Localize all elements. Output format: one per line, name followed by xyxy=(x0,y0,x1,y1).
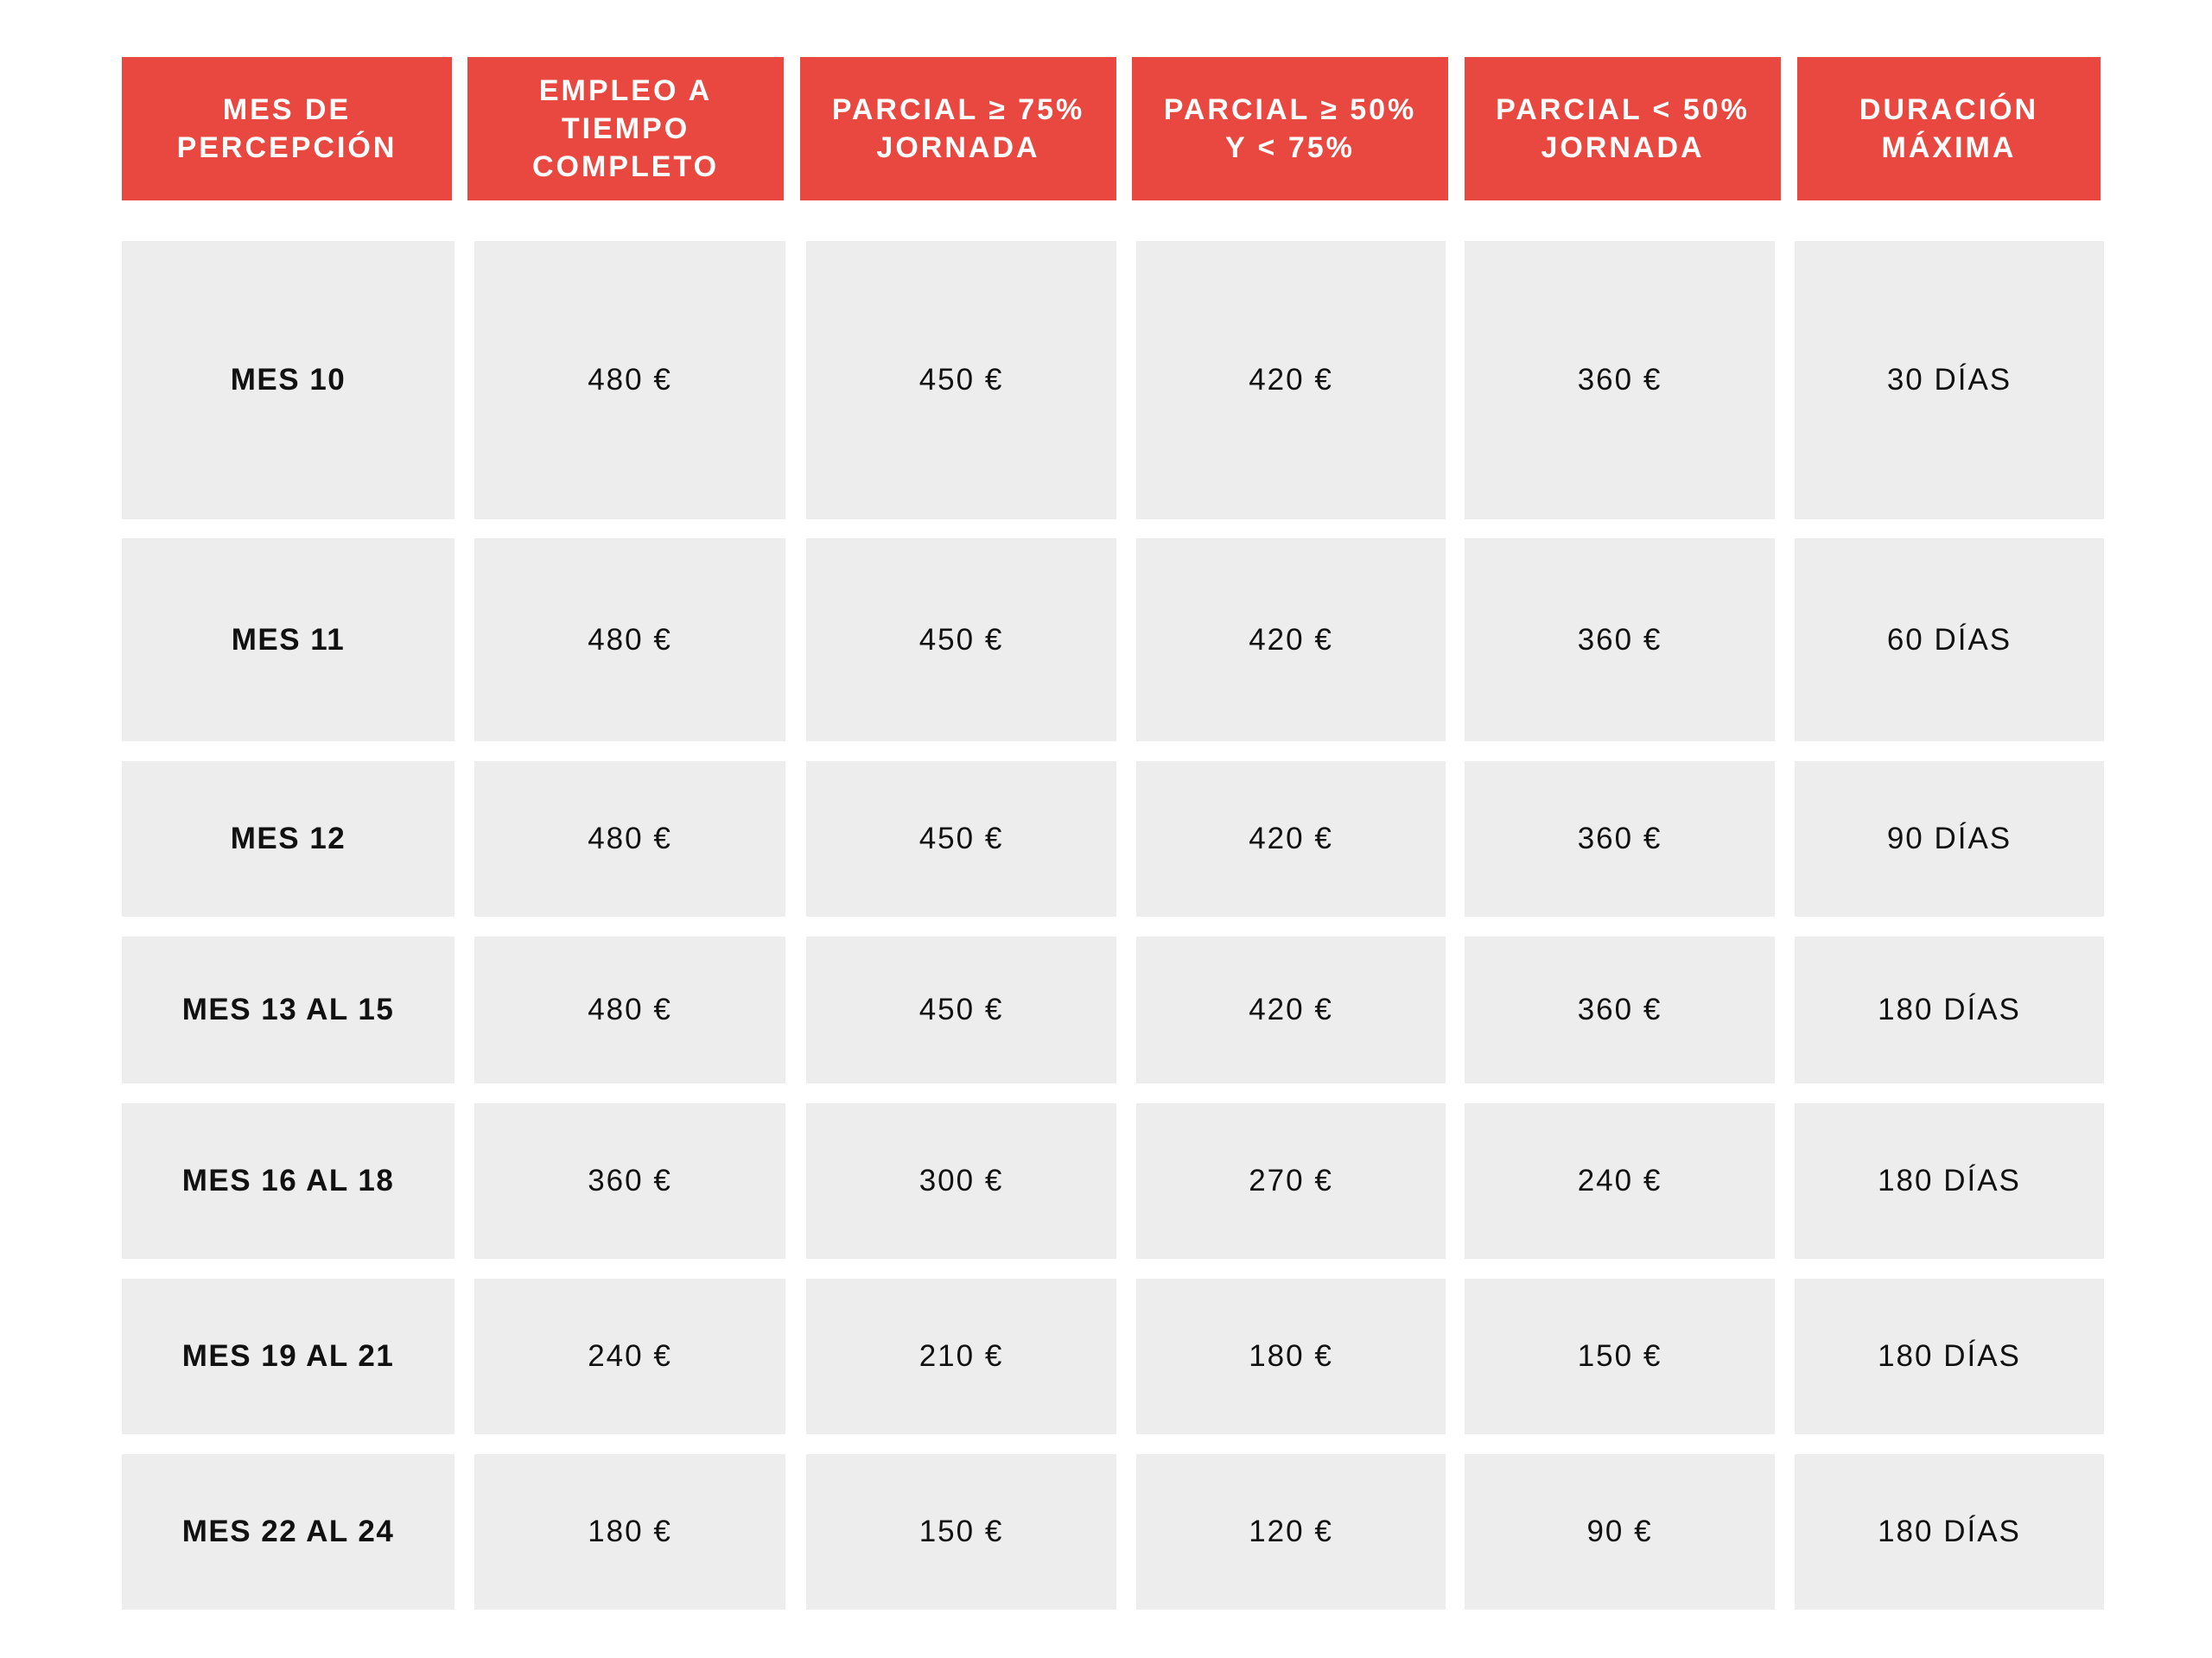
table-cell: 480 € xyxy=(474,761,785,917)
table-cell: 420 € xyxy=(1136,538,1446,741)
table-cell: 90 € xyxy=(1465,1454,1775,1610)
header-parcial-75 xyxy=(800,57,1116,200)
table-cell: 480 € xyxy=(474,241,785,519)
header-label: PARCIAL < 50% JORNADA xyxy=(1496,93,1750,164)
table-cell: 360 € xyxy=(1465,761,1775,917)
table-cell: 450 € xyxy=(806,761,1116,917)
row-label: MES 12 xyxy=(122,761,454,917)
row-label: MES 22 AL 24 xyxy=(122,1454,454,1610)
table-cell: 360 € xyxy=(1465,538,1775,741)
header-label: MES DE PERCEPCIÓN xyxy=(176,93,397,164)
table-cell: 240 € xyxy=(474,1279,785,1434)
table-cell: 180 DÍAS xyxy=(1795,937,2104,1083)
header-label: PARCIAL ≥ 75% JORNADA xyxy=(831,93,1085,164)
table-cell: 240 € xyxy=(1465,1103,1775,1259)
table-cell: 180 € xyxy=(1136,1279,1446,1434)
header-parcial-50 xyxy=(1465,57,1781,200)
table-cell: 180 € xyxy=(474,1454,785,1610)
table-cell: 30 DÍAS xyxy=(1795,241,2104,519)
table-cell: 150 € xyxy=(806,1454,1116,1610)
table-cell: 180 DÍAS xyxy=(1795,1103,2104,1259)
table-cell: 60 DÍAS xyxy=(1795,538,2104,741)
table-cell: 450 € xyxy=(806,241,1116,519)
row-label: MES 13 AL 15 xyxy=(122,937,454,1083)
table-cell: 150 € xyxy=(1465,1279,1775,1434)
table-cell: 420 € xyxy=(1136,761,1446,917)
table-cell: 450 € xyxy=(806,937,1116,1083)
table-cell: 270 € xyxy=(1136,1103,1446,1259)
header-empleo-completo xyxy=(467,57,784,200)
table-cell: 360 € xyxy=(1465,241,1775,519)
table-cell: 180 DÍAS xyxy=(1795,1454,2104,1610)
table-cell: 360 € xyxy=(1465,937,1775,1083)
table-cell: 420 € xyxy=(1136,937,1446,1083)
row-label: MES 16 AL 18 xyxy=(122,1103,454,1259)
header-label: DURACIÓN MÁXIMA xyxy=(1859,93,2039,164)
row-label: MES 10 xyxy=(122,241,454,519)
table-cell: 480 € xyxy=(474,937,785,1083)
table-cell: 480 € xyxy=(474,538,785,741)
header-duracion-maxima xyxy=(1797,57,2101,200)
table-cell: 180 DÍAS xyxy=(1795,1279,2104,1434)
header-mes-percepcion xyxy=(122,57,452,200)
row-label: MES 19 AL 21 xyxy=(122,1279,454,1434)
header-label: PARCIAL ≥ 50% Y < 75% xyxy=(1163,93,1417,164)
table-cell: 210 € xyxy=(806,1279,1116,1434)
table-cell: 360 € xyxy=(474,1103,785,1259)
header-parcial-50-75 xyxy=(1132,57,1448,200)
table-cell: 90 DÍAS xyxy=(1795,761,2104,917)
table-cell: 120 € xyxy=(1136,1454,1446,1610)
header-label: EMPLEO A TIEMPO COMPLETO xyxy=(531,74,720,183)
table-cell: 300 € xyxy=(806,1103,1116,1259)
row-label: MES 11 xyxy=(122,538,454,741)
table-cell: 450 € xyxy=(806,538,1116,741)
table-cell: 420 € xyxy=(1136,241,1446,519)
